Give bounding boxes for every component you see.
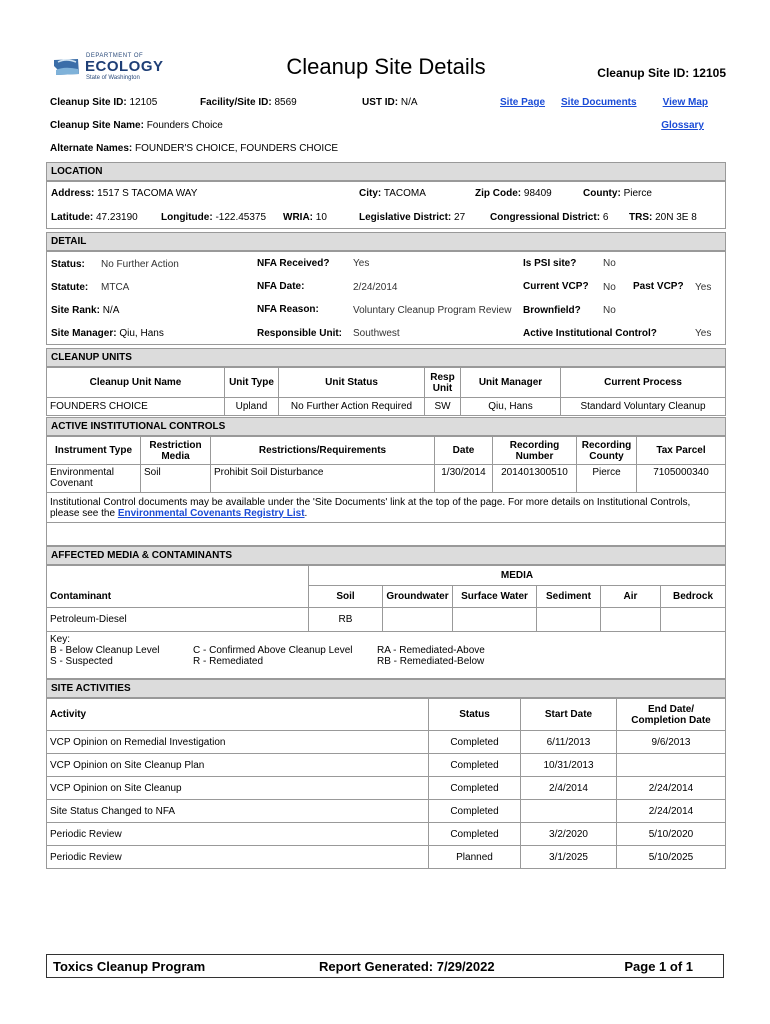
past-vcp-label: Past VCP? <box>633 281 684 292</box>
zip-code: Zip Code: 98409 <box>475 188 552 199</box>
footer-generated: Report Generated: 7/29/2022 <box>319 959 495 974</box>
location-box <box>46 181 726 229</box>
cleanup-site-name: Cleanup Site Name: Founders Choice <box>50 120 223 131</box>
ic-table-wrap <box>46 436 726 523</box>
column-header: Current Process <box>561 368 726 398</box>
status-value: No Further Action <box>101 259 179 270</box>
table-cell: 2/24/2014 <box>617 800 726 823</box>
glossary-link[interactable]: Glossary <box>661 120 704 131</box>
table-cell: Site Status Changed to NFA <box>47 800 429 823</box>
table-header-row <box>47 368 726 398</box>
table-cell: Periodic Review <box>47 846 429 869</box>
cleanup-site-id: Cleanup Site ID: 12105 <box>50 97 158 108</box>
column-header: Groundwater <box>383 586 453 608</box>
table-header-row <box>47 699 726 731</box>
cleanup-units-table-wrap <box>46 367 726 416</box>
table-cell: 3/2/2020 <box>521 823 617 846</box>
footer-page: Page 1 of 1 <box>624 959 693 974</box>
page-footer <box>46 954 724 978</box>
table-cell: Periodic Review <box>47 823 429 846</box>
table-cell: 5/10/2020 <box>617 823 726 846</box>
table-cell: No Further Action Required <box>279 398 425 416</box>
column-header: Recording Number <box>493 437 577 465</box>
column-header: Activity <box>47 699 429 731</box>
table-cell: Standard Voluntary Cleanup <box>561 398 726 416</box>
nfa-reason-value: Voluntary Cleanup Program Review <box>353 305 512 316</box>
summary-row-3 <box>46 138 726 160</box>
past-vcp-value: Yes <box>695 282 712 293</box>
column-header: Sediment <box>537 586 601 608</box>
column-header: Soil <box>309 586 383 608</box>
table-cell <box>617 754 726 777</box>
table-row <box>47 800 726 823</box>
statute: Statute: <box>51 282 89 293</box>
table-cell: 2/4/2014 <box>521 777 617 800</box>
table-cell: VCP Opinion on Site Cleanup Plan <box>47 754 429 777</box>
table-cell: SW <box>425 398 461 416</box>
summary-row-1 <box>46 92 726 114</box>
longitude: Longitude: -122.45375 <box>161 212 267 223</box>
ic-note: Institutional Control documents may be available under the 'Site Documents' link at the top of the page. For more details on Institutional Controls, please see the Environmental Covenants Registry List. <box>47 493 726 523</box>
table-cell <box>383 608 453 632</box>
key-r: R - Remediated <box>193 656 264 667</box>
location-section-header: LOCATION <box>46 162 726 181</box>
table-cell: 1/30/2014 <box>435 465 493 493</box>
table-row <box>47 846 726 869</box>
institutional-controls-section-header: ACTIVE INSTITUTIONAL CONTROLS <box>46 417 726 436</box>
table-cell: Qiu, Hans <box>461 398 561 416</box>
ic-spacer <box>46 523 726 546</box>
media-table-wrap <box>46 565 726 632</box>
table-row <box>47 465 726 493</box>
table-row <box>47 398 726 416</box>
column-header: Unit Status <box>279 368 425 398</box>
table-cell: 6/11/2013 <box>521 731 617 754</box>
ust-id: UST ID: N/A <box>362 97 418 108</box>
wria: WRIA: 10 <box>283 212 327 223</box>
column-header: Resp Unit <box>425 368 461 398</box>
table-cell: 201401300510 <box>493 465 577 493</box>
column-header: Start Date <box>521 699 617 731</box>
column-header: Recording County <box>577 437 637 465</box>
column-header: Surface Water <box>453 586 537 608</box>
table-cell: 9/6/2013 <box>617 731 726 754</box>
responsible-unit-value: Southwest <box>353 328 400 339</box>
table-cell: Pierce <box>577 465 637 493</box>
media-key <box>46 631 726 679</box>
address: Address: 1517 S TACOMA WAY <box>51 188 198 199</box>
logo-dept: DEPARTMENT OF <box>86 53 144 59</box>
table-cell <box>661 608 726 632</box>
environmental-covenants-link[interactable]: Environmental Covenants Registry List <box>117 507 305 519</box>
table-cell: Planned <box>429 846 521 869</box>
key-s: S - Suspected <box>50 656 113 667</box>
table-cell: Upland <box>225 398 279 416</box>
table-row <box>47 608 726 632</box>
ic-note-row <box>47 493 726 523</box>
column-header: Cleanup Unit Name <box>47 368 225 398</box>
column-header: Unit Manager <box>461 368 561 398</box>
nfa-received-value: Yes <box>353 258 370 269</box>
column-header: Restrictions/Requirements <box>211 437 435 465</box>
table-row <box>47 731 726 754</box>
current-vcp-label: Current VCP? <box>523 281 589 292</box>
table-cell: Soil <box>141 465 211 493</box>
table-cell: Petroleum-Diesel <box>47 608 309 632</box>
table-cell <box>521 800 617 823</box>
table-cell: Environmental Covenant <box>47 465 141 493</box>
city: City: TACOMA <box>359 188 426 199</box>
table-cell: 3/1/2025 <box>521 846 617 869</box>
table-cell: Prohibit Soil Disturbance <box>211 465 435 493</box>
site-manager: Site Manager: Qiu, Hans <box>51 328 164 339</box>
site-id-heading: Cleanup Site ID: 12105 <box>597 66 726 80</box>
page-header <box>46 48 726 90</box>
table-cell <box>47 566 309 586</box>
column-header: End Date/ Completion Date <box>617 699 726 731</box>
psi-label: Is PSI site? <box>523 258 577 269</box>
page-title: Cleanup Site Details <box>286 54 486 79</box>
key-label: Key: <box>50 634 71 645</box>
cleanup-units-section-header: CLEANUP UNITS <box>46 348 726 367</box>
activities-table <box>46 698 726 869</box>
table-cell: 7105000340 <box>637 465 726 493</box>
table-cell <box>453 608 537 632</box>
table-cell: Completed <box>429 777 521 800</box>
summary-row-2 <box>46 115 726 137</box>
table-cell: RB <box>309 608 383 632</box>
table-cell: 2/24/2014 <box>617 777 726 800</box>
site-documents-link[interactable]: Site Documents <box>561 97 637 108</box>
table-cell: 10/31/2013 <box>521 754 617 777</box>
column-header: Tax Parcel <box>637 437 726 465</box>
site-page-link[interactable]: Site Page <box>500 97 546 108</box>
table-header-row <box>47 437 726 465</box>
logo-name: ECOLOGY <box>85 58 164 75</box>
activities-section-header: SITE ACTIVITIES <box>46 679 726 698</box>
table-cell <box>601 608 661 632</box>
table-cell: Completed <box>429 823 521 846</box>
media-group-header-row <box>47 566 726 586</box>
alternate-names: Alternate Names: FOUNDER'S CHOICE, FOUNDERS CHOICE <box>50 143 339 154</box>
table-cell: Completed <box>429 800 521 823</box>
nfa-received-label: NFA Received? <box>257 258 330 269</box>
nfa-date-label: NFA Date: <box>257 281 305 292</box>
table-row <box>47 754 726 777</box>
trs: TRS: 20N 3E 8 <box>629 212 697 223</box>
institutional-controls-table <box>46 436 726 523</box>
active-ic-label: Active Institutional Control? <box>523 328 657 339</box>
legislative-district: Legislative District: 27 <box>359 212 466 223</box>
active-ic-value: Yes <box>695 328 712 339</box>
logo-state: State of Washington <box>86 75 140 81</box>
nfa-date-value: 2/24/2014 <box>353 282 398 293</box>
nfa-reason-label: NFA Reason: <box>257 304 319 315</box>
table-row <box>47 777 726 800</box>
activities-table-wrap <box>46 698 726 869</box>
table-header-row <box>47 586 726 608</box>
cleanup-units-table <box>46 367 726 416</box>
detail-section-header: DETAIL <box>46 232 726 251</box>
table-cell: FOUNDERS CHOICE <box>47 398 225 416</box>
table-cell: VCP Opinion on Remedial Investigation <box>47 731 429 754</box>
status: Status: <box>51 259 85 270</box>
statute-value: MTCA <box>101 282 130 293</box>
column-header: Air <box>601 586 661 608</box>
responsible-unit-label: Responsible Unit: <box>257 328 343 339</box>
footer-program: Toxics Cleanup Program <box>53 959 206 974</box>
column-header: Date <box>435 437 493 465</box>
table-cell: VCP Opinion on Site Cleanup <box>47 777 429 800</box>
current-vcp-value: No <box>603 282 616 293</box>
column-header: Restriction Media <box>141 437 211 465</box>
column-header: Instrument Type <box>47 437 141 465</box>
key-b: B - Below Cleanup Level <box>50 645 160 656</box>
site-rank: Site Rank: N/A <box>51 305 120 316</box>
column-header: Status <box>429 699 521 731</box>
column-header: Bedrock <box>661 586 726 608</box>
view-map-link[interactable]: View Map <box>662 97 708 108</box>
brownfield-label: Brownfield? <box>523 305 581 316</box>
psi-value: No <box>603 258 616 269</box>
media-group-header: MEDIA <box>309 566 726 586</box>
column-header: Contaminant <box>47 586 309 608</box>
detail-box <box>46 251 726 345</box>
facility-site-id: Facility/Site ID: 8569 <box>200 97 297 108</box>
table-cell: Completed <box>429 731 521 754</box>
column-header: Unit Type <box>225 368 279 398</box>
table-row <box>47 823 726 846</box>
media-table <box>46 565 726 632</box>
congressional-district: Congressional District: 6 <box>490 212 609 223</box>
table-cell: Completed <box>429 754 521 777</box>
key-ra: RA - Remediated-Above <box>377 645 485 656</box>
key-c: C - Confirmed Above Cleanup Level <box>193 645 353 656</box>
table-cell <box>537 608 601 632</box>
county: County: Pierce <box>583 188 652 199</box>
brownfield-value: No <box>603 305 616 316</box>
table-cell: 5/10/2025 <box>617 846 726 869</box>
latitude: Latitude: 47.23190 <box>51 212 138 223</box>
media-section-header: AFFECTED MEDIA & CONTAMINANTS <box>46 546 726 565</box>
key-rb: RB - Remediated-Below <box>377 656 485 667</box>
